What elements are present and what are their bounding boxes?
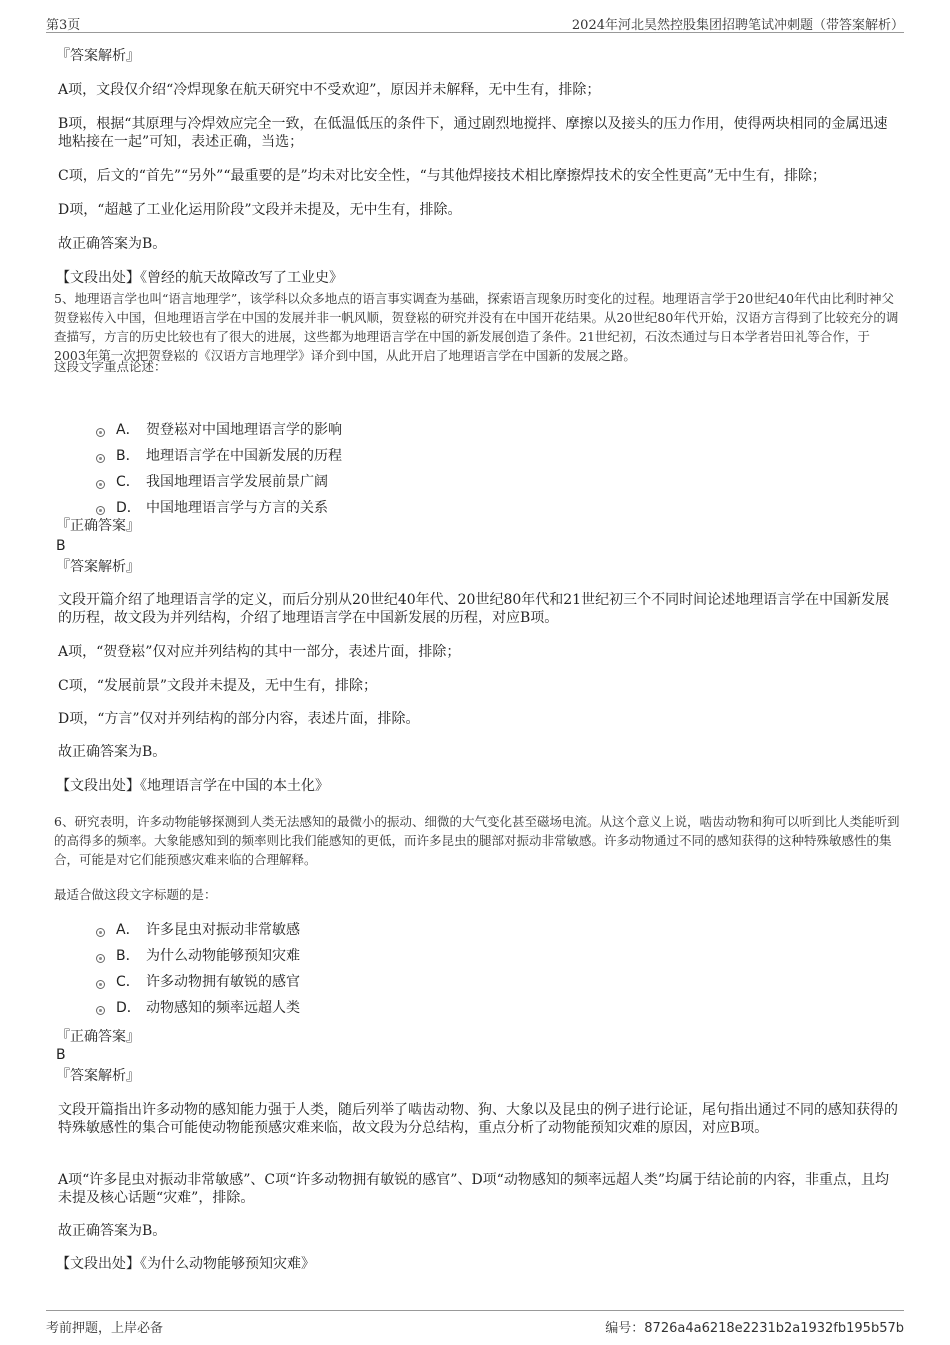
q5-option-b[interactable]: B． 地理语言学在中国新发展的历程 (96, 443, 342, 469)
q5-prompt: 这段文字重点论述： (54, 359, 167, 374)
q4-analysis-label: 『答案解析』 (56, 48, 140, 64)
q4-analysis-b: B项，根据“其原理与冷焊效应完全一致，在低温低压的条件下，通过剧烈地搅拌、摩擦以及接头的压力作用，使得两块相同的金属迅速地粘接在一起”可知，表述正确，当选； (58, 116, 888, 150)
q5-correct-label: 『正确答案』 (56, 518, 140, 534)
q6-option-c[interactable]: C． 许多动物拥有敏锐的感官 (96, 969, 300, 995)
q4-source (56, 269, 343, 287)
q4-analysis-d: D项，“超越了工业化运用阶段”文段并未提及，无中生有，排除。 (58, 202, 462, 218)
footer-slogan: 考前押题，上岸必备 (46, 1321, 164, 1336)
code-value: 8726a4a6218e2231b2a1932fb195b57b (644, 1321, 904, 1336)
q5-analysis-label: 『答案解析』 (56, 559, 140, 575)
q5-conclusion: 故正确答案为B。 (58, 744, 167, 760)
q5-option-d[interactable]: D． 中国地理语言学与方言的关系 (96, 495, 342, 521)
q5-option-a[interactable]: A． 贺登崧对中国地理语言学的影响 (96, 417, 342, 443)
q5-correct-answer: B (56, 538, 66, 554)
q6-analysis-main: 文段开篇指出许多动物的感知能力强于人类，随后列举了啮齿动物、狗、大象以及昆虫的例子进行论证，尾句指出通过不同的感知获得的特殊敏感性的集合可能使动物能预感灾难来临，故文段为分总结构，重点分析了动物能预知灾难的原因，对应B项。 (58, 1102, 898, 1136)
q6-options (56, 917, 300, 1021)
q4-source-title: 《曾经的航天故障改写了工业史》 (140, 270, 343, 286)
q4-analysis-c: C项，后文的“首先”“另外”“最重要的是”均未对比安全性，“与其他焊接技术相比摩擦焊技术的安全性更高”无中生有，排除； (58, 168, 826, 184)
q6-conclusion: 故正确答案为B。 (58, 1223, 167, 1239)
page-footer (46, 1310, 904, 1337)
q6-option-a[interactable]: A． 许多昆虫对振动非常敏感 (96, 917, 300, 943)
q6-prompt: 最适合做这段文字标题的是： (54, 887, 217, 902)
q4-conclusion: 故正确答案为B。 (58, 236, 167, 252)
q5-source (56, 777, 329, 795)
q6-analysis-others: A项“许多昆虫对振动非常敏感”、C项“许多动物拥有敏锐的感官”、D项“动物感知的频率远超人类”均属于结论前的内容，非重点，且均未提及核心话题“灾难”，排除。 (58, 1172, 889, 1206)
radio-icon[interactable] (96, 480, 105, 489)
q6-option-b[interactable]: B． 为什么动物能够预知灾难 (96, 943, 300, 969)
q4-analysis-a: A项，文段仅介绍“冷焊现象在航天研究中不受欢迎”，原因并未解释，无中生有，排除； (58, 82, 601, 98)
q5-option-c[interactable]: C． 我国地理语言学发展前景广阔 (96, 469, 342, 495)
q5-source-title: 《地理语言学在中国的本土化》 (140, 778, 329, 794)
q4-source-label: 【文段出处】 (56, 270, 140, 286)
q5-analysis-main: 文段开篇介绍了地理语言学的定义，而后分别从20世纪40年代、20世纪80年代和21世纪初三个不同时间论述地理语言学在中国新发展的历程，故文段为并列结构，介绍了地理语言学在中国新发展的历程，对应B项。 (58, 592, 890, 626)
radio-icon[interactable] (96, 928, 105, 937)
radio-icon[interactable] (96, 428, 105, 437)
q5-analysis-d: D项，“方言”仅对并列结构的部分内容，表述片面，排除。 (58, 711, 420, 727)
q6-correct-label: 『正确答案』 (56, 1029, 140, 1045)
q5-source-label: 【文段出处】 (56, 778, 140, 794)
code-label: 编号： (605, 1321, 645, 1336)
q6-source-label: 【文段出处】 (56, 1256, 140, 1272)
document-title: 2024年河北昊然控股集团招聘笔试冲刺题（带答案解析） (571, 18, 904, 33)
radio-icon[interactable] (96, 454, 105, 463)
page-header (46, 14, 904, 33)
radio-icon[interactable] (96, 506, 105, 515)
q6-source-title: 《为什么动物能够预知灾难》 (140, 1256, 315, 1272)
q5-passage: 5、地理语言学也叫“语言地理学”，该学科以众多地点的语言事实调查为基础，探索语言现象历时变化的过程。地理语言学于20世纪40年代由比利时神父贺登崧传入中国，但地理语言学在中国的发展并非一帆风顺，贺登崧的研究并没有在中国开花结果。从20世纪80年代开始，汉语方言得到了比较充分的调查描写，方言的历史比较也有了很大的进展，这些都为地理语言学在中国的新发展创造了条件。21世纪初，石汝杰通过与日本学者岩田礼等合作，于2003年第一次把贺登崧的《汉语方言地理学》译介到中国，从此开启了地理语言学在中国新的发展之路。 (54, 291, 899, 363)
radio-icon[interactable] (96, 980, 105, 989)
radio-icon[interactable] (96, 1006, 105, 1015)
page-number: 第3页 (46, 18, 81, 33)
q6-source (56, 1255, 315, 1273)
document-code (605, 1317, 904, 1336)
radio-icon[interactable] (96, 954, 105, 963)
q5-options (56, 417, 342, 521)
q6-correct-answer: B (56, 1047, 66, 1063)
q6-passage: 6、研究表明，许多动物能够探测到人类无法感知的最微小的振动、细微的大气变化甚至磁场电流。从这个意义上说，啮齿动物和狗可以听到比人类能听到的高得多的频率。大象能感知到的频率则比我们能感知的更低，而许多昆虫的腿部对振动非常敏感。许多动物通过不同的感知获得的这种特殊敏感性的集合，可能是对它们能预感灾难来临的合理解释。 (54, 814, 900, 867)
q5-analysis-c: C项，“发展前景”文段并未提及，无中生有，排除； (58, 678, 378, 694)
q5-analysis-a: A项，“贺登崧”仅对应并列结构的其中一部分，表述片面，排除； (58, 644, 461, 660)
q6-analysis-label: 『答案解析』 (56, 1068, 140, 1084)
q6-option-d[interactable]: D． 动物感知的频率远超人类 (96, 995, 300, 1021)
